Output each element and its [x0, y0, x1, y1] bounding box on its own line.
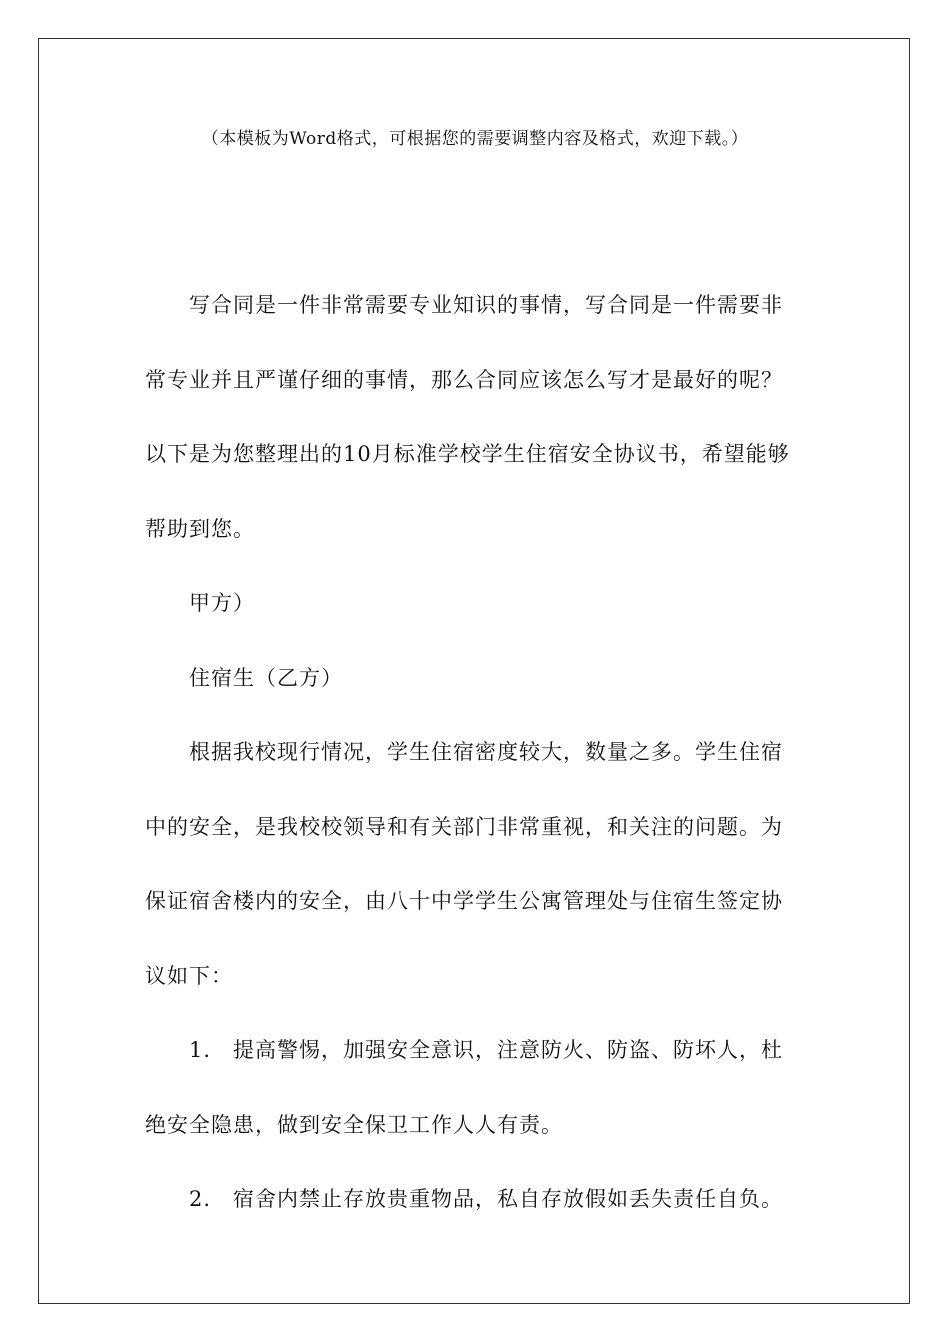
document-body: [145, 268, 805, 1237]
body-line: 常专业并且严谨仔细的事情，那么合同应该怎么写才是最好的呢？: [145, 367, 783, 392]
clause-1-continued: 绝安全隐患，做到安全保卫工作人人有责。: [145, 1112, 563, 1137]
clause-1: 1. 提高警惕，加强安全意识，注意防火、防盗、防坏人，杜: [189, 1038, 784, 1062]
body-line: 保证宿舍楼内的安全，由八十中学学生公寓管理处与住宿生签定协: [145, 889, 783, 913]
party-a-label: 甲方）: [189, 591, 255, 615]
body-line: 中的安全，是我校校领导和有关部门非常重视，和关注的问题。为: [145, 814, 783, 839]
body-line: 写合同是一件非常需要专业知识的事情，写合同是一件需要非: [189, 293, 783, 317]
clause-2: 2. 宿舍内禁止存放贵重物品，私自存放假如丢失责任自负。: [189, 1187, 784, 1211]
party-b-label: 住宿生（乙方）: [189, 665, 343, 690]
body-line: 议如下：: [145, 963, 233, 988]
template-note: （本模板为Word格式，可根据您的需要调整内容及格式，欢迎下载。）: [201, 129, 749, 149]
body-line: 帮助到您。: [145, 516, 255, 541]
body-line: 以下是为您整理出的10月标准学校学生住宿安全协议书，希望能够: [145, 442, 790, 466]
body-line: 根据我校现行情况，学生住宿密度较大，数量之多。学生住宿: [189, 740, 783, 764]
